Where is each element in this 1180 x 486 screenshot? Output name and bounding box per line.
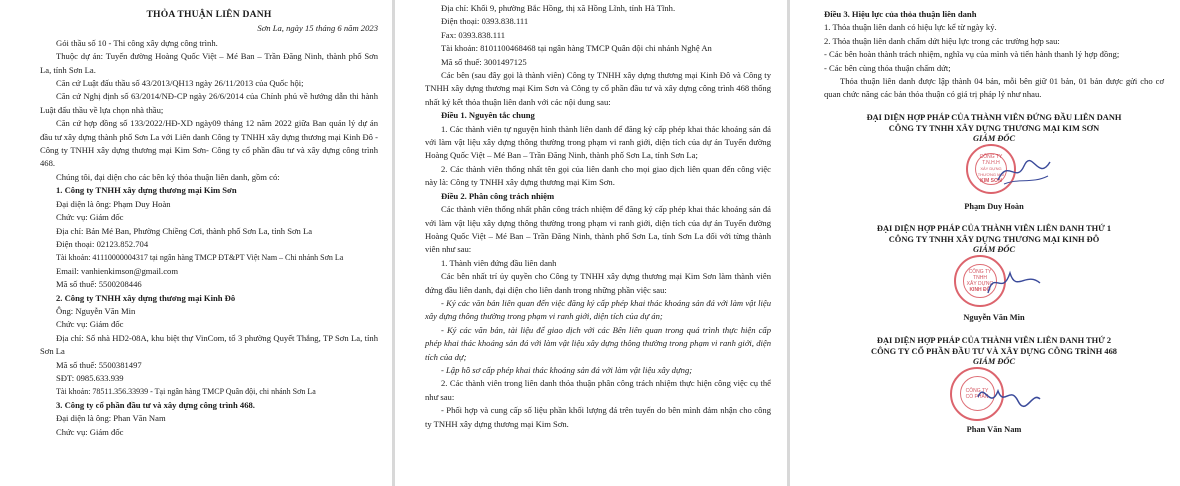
sig2-title: ĐẠI DIỆN HỢP PHÁP CỦA THÀNH VIÊN LIÊN DANH THỨ 1: [876, 224, 1112, 234]
sig1-title: ĐẠI DIỆN HỢP PHÁP CỦA THÀNH VIÊN ĐỨNG ĐẦU LIÊN DANH: [866, 112, 1122, 122]
seal1-name: KIM SƠN: [980, 177, 1002, 184]
article-3-clause-1: 1. Thỏa thuận liên danh có hiệu lực kể từ ngày ký.: [824, 22, 997, 33]
package-line: Gói thầu số 10 - Thi công xây dựng công trình.: [56, 37, 218, 48]
party1-account: Tài khoản: 41110000004317 tại ngân hàng TMCP ĐT&PT Việt Nam – Chi nhánh Sơn La: [56, 253, 344, 263]
signature-block-3: [824, 335, 1164, 436]
seal2-top: CÔNG TY: [968, 269, 992, 276]
sig2-area: [824, 255, 1164, 311]
party1-phone: Điện thoại: 02123.852.704: [56, 238, 149, 249]
lead-duty-1: - Ký các văn bản liên quan đến việc đăng ký cấp phép khai thác khoáng sản đá với làm vật liệu xây dựng thông thường trong phạm vi ranh giới, diện tích của dự án;: [425, 297, 771, 322]
article-1-clause-2: 2. Các thành viên thống nhất tên gọi của liên danh cho mọi giao dịch liên quan đến công việc này là: Công ty TNHH xây dựng thương mại Kim Sơn.: [425, 163, 771, 188]
seal1-top: CÔNG TY: [979, 153, 1003, 160]
project-line: Thuộc dự án: Tuyến đường Hoàng Quốc Việt – Mé Ban – Trần Đăng Ninh, thành phố Sơn La, tỉnh Sơn La.: [40, 51, 378, 75]
parties-intro: Chúng tôi, đại diện cho các bên ký thỏa thuận liên danh, gồm có:: [56, 171, 280, 182]
lead-member-heading: 1. Thành viên đứng đầu liên danh: [441, 257, 557, 268]
sig3-title: ĐẠI DIỆN HỢP PHÁP CỦA THÀNH VIÊN LIÊN DANH THỨ 2: [876, 335, 1112, 345]
party2-rep: Ông: Nguyễn Văn Min: [56, 305, 136, 316]
signature-block-2: [824, 223, 1164, 324]
party2-tax: Mã số thuế: 5500381497: [56, 359, 142, 370]
lead-duty-3: - Lập hồ sơ cấp phép khai thác khoáng sản đá với làm vật liệu xây dựng;: [441, 364, 693, 375]
signature-2-icon: [982, 263, 1046, 303]
seal2-mid: TNHH: [973, 275, 987, 282]
party2-phone: SĐT: 0985.633.939: [56, 372, 124, 383]
lead-duty-2: - Ký các văn bản, tài liệu để giao dịch với các Bên liên quan trong quá trình thực hiện cấp phép khai thác khoáng sản đá với làm vật liệu xây dựng thông thường trong phạm vi ranh giới, diện tích của dự;: [425, 324, 771, 362]
party2-role: Chức vụ: Giám đốc: [56, 319, 124, 330]
party1-address: Địa chỉ: Bản Mé Ban, Phường Chiềng Cơi, thành phố Sơn La, tỉnh Sơn La: [56, 225, 313, 236]
basis-decree: Căn cứ Nghị định số 63/2014/NĐ-CP ngày 26/6/2014 của Chính phủ về hướng dẫn thi hành Luật đấu thầu về lựa chọn nhà thầu;: [40, 91, 378, 115]
sig3-name: Phan Văn Nam: [966, 424, 1022, 434]
party3-rep: Đại diện là ông: Phan Văn Nam: [56, 413, 166, 424]
termination-case-1: - Các bên hoàn thành trách nhiệm, nghĩa vụ của mình và tiến hành thanh lý hợp đồng;: [824, 49, 1120, 60]
article-2-duty: - Phối hợp và cung cấp số liệu phần khối lượng đá trên tuyến do bên mình đảm nhận cho công ty TNHH xây dựng thương mại Kim Sơn.: [425, 405, 771, 429]
article-3-heading: Điều 3. Hiệu lực của thỏa thuận liên danh: [824, 9, 977, 19]
sig1-role: GIÁM ĐỐC: [972, 133, 1016, 143]
sig2-role: GIÁM ĐỐC: [972, 245, 1016, 255]
page-3: [790, 0, 1180, 486]
article-3-clause-2: 2. Thỏa thuận liên danh chấm dứt hiệu lực trong các trường hợp sau:: [824, 35, 1060, 46]
sig3-area: [824, 367, 1164, 423]
signature-3-icon: [974, 377, 1044, 417]
article-2-clause-2: 2. Các thành viên trong liên danh thỏa thuận phân công trách nhiệm thực hiện công việc cụ thể như sau:: [425, 378, 771, 402]
party2-address: Địa chỉ: Số nhà HD2-08A, khu biệt thự VinCom, tổ 3 phường Quyết Thắng, TP Sơn La, tỉnh Sơn La: [40, 332, 378, 357]
seal3-mid: CỔ PHẦN: [965, 393, 989, 400]
party3-heading: 3. Công ty cổ phần đầu tư và xây dựng công trình 468.: [56, 399, 255, 410]
party3-fax: Fax: 0393.838.111: [441, 29, 506, 40]
article-1-clause-1: 1. Các thành viên tự nguyện hình thành liên danh để đăng ký cấp phép khai thác khoáng sản đá với làm vật liệu xây dựng thông thường trong phạm vi ranh giới, diện tích của dự án Tuyến đường Hoàng Quốc Việt – Mé Ban – Trần Đăng Ninh, thành phố Sơn La, tỉnh Sơn La;: [425, 123, 771, 161]
article-2-heading: Điều 2. Phân công trách nhiệm: [441, 190, 555, 201]
sig1-area: [824, 144, 1164, 200]
sig3-role: GIÁM ĐỐC: [972, 356, 1016, 366]
termination-case-2: - Các bên cùng thỏa thuận chấm dứt;: [824, 62, 951, 73]
party1-rep: Đại diện là ông: Phạm Duy Hoàn: [56, 198, 171, 209]
page-1: [0, 0, 392, 486]
signature-1-icon: [994, 154, 1054, 190]
seal3-top: CÔNG TY: [965, 387, 989, 394]
date-line: Sơn La, ngày 15 tháng 6 năm 2023: [257, 23, 378, 34]
seal2-sub: XÂY DỰNG: [966, 281, 994, 288]
seal1-mid: T.N.H.H: [982, 159, 1000, 166]
party3-role: Chức vụ: Giám đốc: [56, 426, 124, 437]
party1-tax: Mã số thuế: 5500208446: [56, 279, 142, 290]
sig2-name: Nguyễn Văn Min: [963, 313, 1025, 323]
party2-account: Tài khoản: 78511.356.33939 - Tại ngân hàng TMCP Quân đội, chi nhánh Sơn La: [56, 387, 316, 397]
document-title: THỎA THUẬN LIÊN DANH: [146, 9, 272, 20]
party1-heading: 1. Công ty TNHH xây dựng thương mại Kim Sơn: [56, 185, 237, 196]
sig1-company: CÔNG TY TNHH XÂY DỰNG THƯƠNG MẠI KIM SƠN: [888, 123, 1100, 133]
sig2-company: CÔNG TY TNHH XÂY DỰNG THƯƠNG MẠI KINH ĐÔ: [888, 235, 1100, 245]
seal1-sub: XÂY DỰNG THƯƠNG MẠI: [977, 165, 1005, 177]
party3-tax: Mã số thuế: 3001497125: [441, 56, 527, 67]
page-2: [395, 0, 787, 486]
sig2-heading: [824, 223, 1164, 245]
sig1-heading: [824, 112, 1164, 134]
article-2-intro: Các thành viên thống nhất phân công trách nhiệm để đăng ký cấp phép khai thác khoáng sản đá với làm vật liệu xây dựng thông thường trong phạm vi ranh giới, diện tích của dự án Tuyến đường Hoàng Quốc Việt – Mé Ban – Trần Đăng Ninh, thành phố Sơn La, tỉnh Sơn La đối với từng thành viên như sau:: [425, 204, 771, 255]
party1-role: Chức vụ: Giám đốc: [56, 212, 124, 223]
signature-block-1: [824, 112, 1164, 213]
article-1-heading: Điều 1. Nguyên tắc chung: [441, 110, 535, 121]
party1-email: Email: vanhienkimson@gmail.com: [56, 265, 178, 276]
sig3-company: CÔNG TY CỔ PHẦN ĐẦU TƯ VÀ XÂY DỰNG CÔNG TRÌNH 468: [871, 346, 1117, 356]
sig1-name: Phạm Duy Hoàn: [964, 201, 1024, 211]
party3-address: Địa chỉ: Khối 9, phường Bắc Hồng, thị xã Hồng Lĩnh, tỉnh Hà Tĩnh.: [441, 3, 676, 13]
party2-heading: 2. Công ty TNHH xây dựng thương mại Kinh Đô: [56, 292, 236, 303]
sig3-heading: [824, 335, 1164, 357]
party3-phone: Điện thoại: 0393.838.111: [441, 16, 529, 27]
party3-account: Tài khoản: 8101100468468 tại ngân hàng TMCP Quân đội chi nhánh Nghệ An: [441, 43, 712, 54]
closing-text: Thỏa thuận liên danh được lập thành 04 bản, mỗi bên giữ 01 bản, 01 bản được gửi cho cơ quan chức năng các bản thỏa thuận có giá trị pháp lý như nhau.: [824, 76, 1164, 100]
basis-law: Căn cứ Luật đấu thầu số 43/2013/QH13 ngày 26/11/2013 của Quốc hội;: [56, 78, 304, 89]
basis-contract: Căn cứ hợp đồng số 133/2022/HĐ-XD ngày09 tháng 12 năm 2022 giữa Ban quản lý dự án đầu tư xây dựng thành phố Sơn La với Liên danh Công ty TNHH xây dựng thương mại Kinh Đô - Công ty TNHH xây dựng thương mại Kim Sơn- Công ty cổ phần đầu tư và xây dựng công trình 468.: [40, 118, 378, 169]
members-intro: Các bên (sau đây gọi là thành viên) Công ty TNHH xây dựng thương mại Kinh Đô và Công ty TNHH xây dựng thương mại Kim Sơn và Công ty cổ phần đầu tư và xây dựng công trình 468 thống nhất ký kết thỏa thuận liên danh với các nội dung sau:: [425, 70, 771, 107]
lead-member-text: Các bên nhất trí ủy quyền cho Công ty TNHH xây dựng thương mại Kim Sơn làm thành viên đứng đầu liên danh, đại diện cho liên danh trong những phần việc sau:: [425, 271, 771, 295]
seal2-name: KINH ĐÔ: [969, 287, 991, 294]
